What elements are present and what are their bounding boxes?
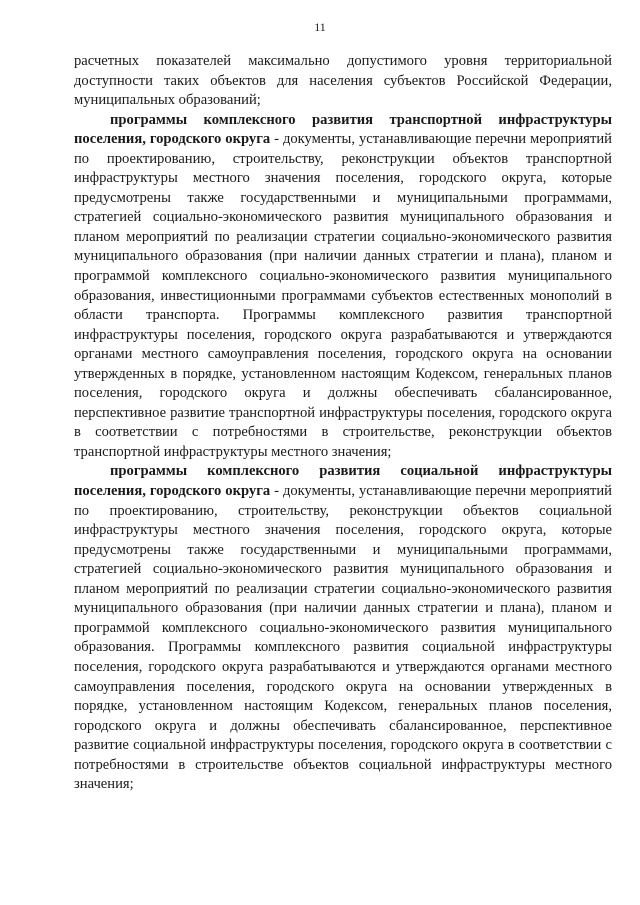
- page-number: 11: [314, 20, 326, 34]
- term-transport-programs: программы комплексного развития транспортной инфраструктуры поселения, городского округа: [74, 111, 612, 148]
- paragraph-continuation: [74, 52, 612, 111]
- document-body: [74, 52, 612, 795]
- term-social-programs: программы комплексного развития социальной инфраструктуры поселения, городского округа: [74, 463, 612, 500]
- paragraph-transport-programs: [74, 111, 612, 463]
- definition-social-programs: - документы, устанавливающие перечни мероприятий по проектированию, строительству, реконструкции объектов социальной инфраструктуры местного значения поселения, городского округа, которые предусмотрены также государственными и муниципальными программами, стратегией социально-экономического развития муниципального образования и планом мероприятий по реализации стратегии социально-экономического развития муниципального образования (при наличии данных стратегии и плана), планом и программой комплексного социально-экономического развития муниципального образования. Программы комплексного развития социальной инфраструктуры поселения, городского округа разрабатываются и утверждаются органами местного самоуправления поселения, городского округа на основании утвержденных в порядке, установленном настоящим Кодексом, генеральных планов поселения, городского округа и должны обеспечивать сбалансированное, перспективное развитие социальной инфраструктуры поселения, городского округа в соответствии с потребностями в строительстве объектов социальной инфраструктуры местного значения;: [74, 483, 612, 793]
- definition-transport-programs: - документы, устанавливающие перечни мероприятий по проектированию, строительству, реконструкции объектов транспортной инфраструктуры местного значения поселения, городского округа, которые предусмотрены также государственными и муниципальными программами, стратегией социально-экономического развития муниципального образования и планом мероприятий по реализации стратегии социально-экономического развития муниципального образования (при наличии данных стратегии и плана), планом и программой комплексного социально-экономического развития муниципального образования, инвестиционными программами субъектов естественных монополий в области транспорта. Программы комплексного развития транспортной инфраструктуры поселения, городского округа разрабатываются и утверждаются органами местного самоуправления поселения, городского округа на основании утвержденных в порядке, установленном настоящим Кодексом, генеральных планов поселения, городского округа и должны обеспечивать сбалансированное, перспективное развитие транспортной инфраструктуры поселения, городского округа в соответствии с потребностями в строительстве, реконструкции объектов транспортной инфраструктуры местного значения;: [74, 131, 612, 460]
- paragraph-social-programs: [74, 462, 612, 794]
- paragraph-text: расчетных показателей максимально допустимого уровня территориальной доступности таких объектов для населения субъектов Российской Федерации, муниципальных образований;: [74, 53, 612, 109]
